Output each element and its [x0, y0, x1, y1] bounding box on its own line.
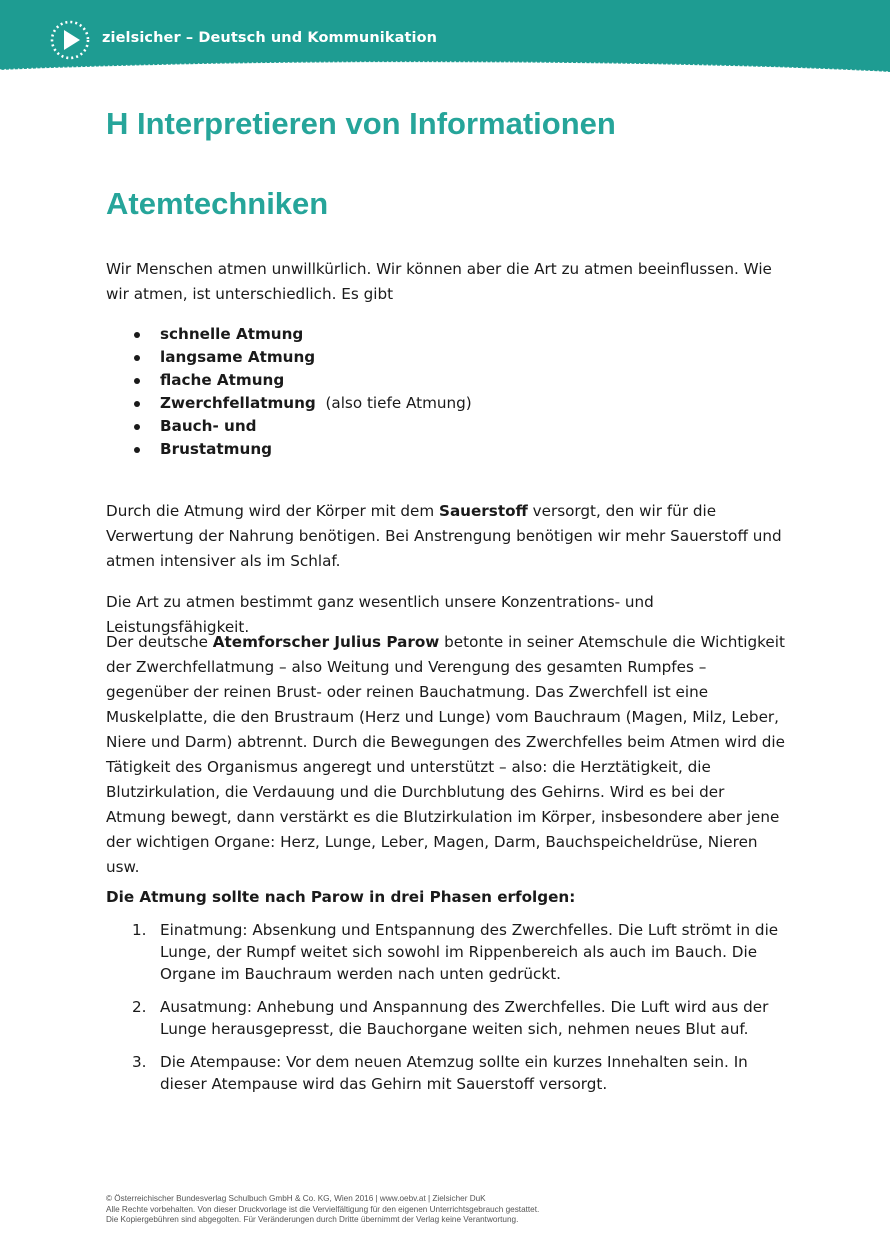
- list-item: 1. Einatmung: Absenkung und Entspannung des Zwerchfelles. Die Luft strömt in die Lunge, der Rumpf weitet sich sowohl im Rippenbereich als auch im Bauch. Die Organe im Bauchraum werden nach unten gedrückt.: [132, 921, 779, 983]
- intro-paragraph: Wir Menschen atmen unwillkürlich. Wir können aber die Art zu atmen beeinflussen. Wie wir atmen, ist unterschiedlich. Es gibt: [106, 260, 772, 303]
- list-item: flache Atmung: [106, 369, 472, 392]
- page-title: H Interpretieren von Informationen: [106, 106, 616, 141]
- parow-paragraph: Der deutsche Atemforscher Julius Parow betonte in seiner Atemschule die Wichtigkeit der Zwerchfellatmung – also Weitung und Verengung des gesamten Rumpfes – gegenüber der reinen Brust- oder reinen Bauchatmung. Das Zwerchfell ist eine Muskelplatte, die den Brustraum (Herz und Lunge) vom Bauchraum (Magen, Milz, Leber, Niere und Darm) abtrennt. Durch die Bewegungen des Zwerchfelles beim Atmen wird die Tätigkeit des Organismus angeregt und unterstützt – also: die Herztätigkeit, die Blutzirkulation, die Verdauung und die Durchblutung des Gehirns. Wird es bei der Atmung bewegt, dann verstärkt es die Blutzirkulation im Körper, insbesondere aber jene der wichtigen Organe: Herz, Lunge, Leber, Magen, Darm, Bauchspeicheldrüse, Nieren usw.: [106, 633, 785, 876]
- list-item: Zwerchfellatmung (also tiefe Atmung): [106, 392, 472, 415]
- brand-title: zielsicher – Deutsch und Kommunikation: [102, 30, 438, 46]
- list-item: Bauch- und: [106, 415, 472, 438]
- list-item: 2. Ausatmung: Anhebung und Anspannung des Zwerchfelles. Die Luft wird aus der Lunge herausgepresst, die Bauchorgane weiten sich, nehmen neues Blut auf.: [132, 998, 769, 1038]
- header-banner: [0, 0, 890, 80]
- section-title: Atemtechniken: [106, 186, 329, 221]
- list-item: langsame Atmung: [106, 346, 472, 369]
- oxygen-paragraph: Durch die Atmung wird der Körper mit dem Sauerstoff versorgt, den wir für die Verwertung der Nahrung benötigen. Bei Anstrengung benötigen wir mehr Sauerstoff und atmen intensiver als im Schlaf.: [106, 502, 782, 570]
- list-item: Brustatmung: [106, 438, 472, 461]
- breathing-types-list: [106, 323, 472, 461]
- concentration-paragraph: Die Art zu atmen bestimmt ganz wesentlich unsere Konzentrations- und Leistungsfähigkeit.: [106, 593, 654, 636]
- phases-list: [106, 919, 786, 1106]
- phases-heading: Die Atmung sollte nach Parow in drei Phasen erfolgen:: [106, 888, 576, 906]
- copyright-footer: © Österreichischer Bundesverlag Schulbuch GmbH & Co. KG, Wien 2016 | www.oebv.at | Zielsicher DuK Alle Rechte vorbehalten. Von dieser Druckvorlage ist die Vervielfältigung für den eigenen Unterrichtsgebrauch gestattet. Die Kopiergebühren sind abgegolten. Für Veränderungen durch Dritte übernimmt der Verlag keine Verantwortung.: [106, 1194, 540, 1224]
- list-item: 3. Die Atempause: Vor dem neuen Atemzug sollte ein kurzes Innehalten sein. In dieser Atempause wird das Gehirn mit Sauerstoff versorgt.: [132, 1053, 748, 1093]
- list-item: schnelle Atmung: [106, 323, 472, 346]
